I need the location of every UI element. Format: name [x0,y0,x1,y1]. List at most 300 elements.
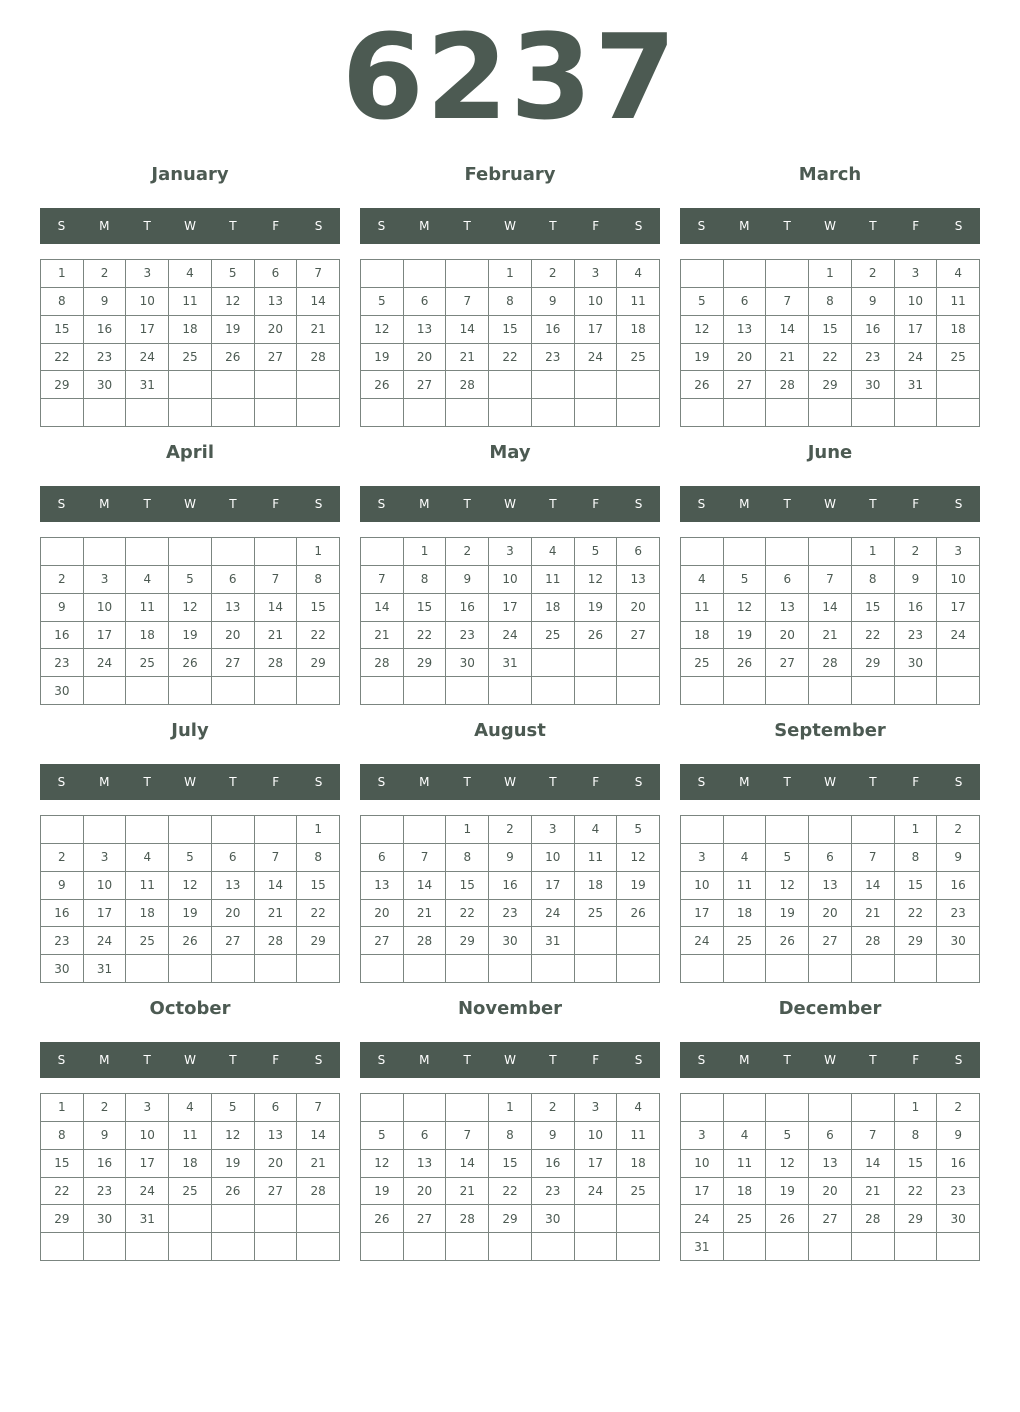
day-cell[interactable]: 10 [84,872,127,900]
day-cell[interactable]: 2 [532,1094,575,1122]
day-cell[interactable]: 11 [937,288,980,316]
day-cell[interactable]: 1 [895,1094,938,1122]
day-cell[interactable]: 19 [361,1178,404,1206]
day-cell[interactable]: 7 [255,566,298,594]
day-cell[interactable]: 15 [895,872,938,900]
day-cell[interactable]: 30 [41,677,84,705]
day-cell[interactable]: 29 [895,1205,938,1233]
day-cell[interactable]: 24 [126,344,169,372]
day-cell[interactable]: 16 [895,594,938,622]
day-cell[interactable]: 24 [84,649,127,677]
day-cell[interactable]: 30 [852,371,895,399]
day-cell[interactable]: 1 [809,260,852,288]
day-cell[interactable]: 28 [404,927,447,955]
day-cell[interactable]: 29 [297,927,340,955]
day-cell[interactable]: 11 [681,594,724,622]
day-cell[interactable]: 3 [126,260,169,288]
day-cell[interactable]: 28 [361,649,404,677]
day-cell[interactable]: 23 [489,900,532,928]
day-cell[interactable]: 12 [212,288,255,316]
day-cell[interactable]: 10 [532,844,575,872]
day-cell[interactable]: 10 [681,872,724,900]
day-cell[interactable]: 1 [852,538,895,566]
day-cell[interactable]: 29 [446,927,489,955]
day-cell[interactable]: 30 [937,1205,980,1233]
day-cell[interactable]: 26 [361,1205,404,1233]
day-cell[interactable]: 7 [297,1094,340,1122]
day-cell[interactable]: 26 [681,371,724,399]
day-cell[interactable]: 5 [766,1122,809,1150]
day-cell[interactable]: 9 [532,1122,575,1150]
day-cell[interactable]: 16 [84,316,127,344]
day-cell[interactable]: 5 [169,844,212,872]
day-cell[interactable]: 22 [404,622,447,650]
day-cell[interactable]: 4 [724,1122,767,1150]
day-cell[interactable]: 2 [84,1094,127,1122]
day-cell[interactable]: 28 [809,649,852,677]
day-cell[interactable]: 6 [404,288,447,316]
day-cell[interactable]: 5 [575,538,618,566]
day-cell[interactable]: 8 [895,844,938,872]
day-cell[interactable]: 7 [255,844,298,872]
day-cell[interactable]: 12 [617,844,660,872]
day-cell[interactable]: 9 [895,566,938,594]
day-cell[interactable]: 16 [532,1150,575,1178]
day-cell[interactable]: 1 [41,260,84,288]
day-cell[interactable]: 25 [724,927,767,955]
day-cell[interactable]: 20 [809,1178,852,1206]
day-cell[interactable]: 5 [724,566,767,594]
day-cell[interactable]: 22 [41,344,84,372]
day-cell[interactable]: 7 [766,288,809,316]
day-cell[interactable]: 16 [41,622,84,650]
day-cell[interactable]: 30 [895,649,938,677]
day-cell[interactable]: 4 [126,566,169,594]
day-cell[interactable]: 17 [681,1178,724,1206]
day-cell[interactable]: 8 [404,566,447,594]
day-cell[interactable]: 21 [446,344,489,372]
day-cell[interactable]: 2 [446,538,489,566]
day-cell[interactable]: 10 [489,566,532,594]
day-cell[interactable]: 24 [681,1205,724,1233]
day-cell[interactable]: 13 [255,1122,298,1150]
day-cell[interactable]: 8 [489,288,532,316]
day-cell[interactable]: 7 [809,566,852,594]
day-cell[interactable]: 27 [361,927,404,955]
day-cell[interactable]: 25 [724,1205,767,1233]
day-cell[interactable]: 31 [126,1205,169,1233]
day-cell[interactable]: 1 [41,1094,84,1122]
day-cell[interactable]: 3 [532,816,575,844]
day-cell[interactable]: 1 [446,816,489,844]
day-cell[interactable]: 13 [404,316,447,344]
day-cell[interactable]: 19 [575,594,618,622]
day-cell[interactable]: 27 [212,649,255,677]
day-cell[interactable]: 25 [126,927,169,955]
day-cell[interactable]: 20 [404,1178,447,1206]
day-cell[interactable]: 18 [617,316,660,344]
day-cell[interactable]: 2 [852,260,895,288]
day-cell[interactable]: 11 [126,594,169,622]
day-cell[interactable]: 12 [766,872,809,900]
day-cell[interactable]: 11 [724,1150,767,1178]
day-cell[interactable]: 16 [937,1150,980,1178]
day-cell[interactable]: 4 [724,844,767,872]
day-cell[interactable]: 31 [126,371,169,399]
day-cell[interactable]: 24 [126,1178,169,1206]
day-cell[interactable]: 8 [489,1122,532,1150]
day-cell[interactable]: 2 [41,566,84,594]
day-cell[interactable]: 26 [766,927,809,955]
day-cell[interactable]: 12 [681,316,724,344]
day-cell[interactable]: 22 [297,900,340,928]
day-cell[interactable]: 6 [212,844,255,872]
day-cell[interactable]: 15 [41,316,84,344]
day-cell[interactable]: 1 [895,816,938,844]
day-cell[interactable]: 16 [41,900,84,928]
day-cell[interactable]: 23 [532,344,575,372]
day-cell[interactable]: 22 [489,344,532,372]
day-cell[interactable]: 21 [297,316,340,344]
day-cell[interactable]: 26 [575,622,618,650]
day-cell[interactable]: 2 [84,260,127,288]
day-cell[interactable]: 3 [84,844,127,872]
day-cell[interactable]: 9 [84,288,127,316]
day-cell[interactable]: 23 [446,622,489,650]
day-cell[interactable]: 7 [446,288,489,316]
day-cell[interactable]: 10 [126,1122,169,1150]
day-cell[interactable]: 11 [126,872,169,900]
day-cell[interactable]: 5 [212,260,255,288]
day-cell[interactable]: 2 [895,538,938,566]
day-cell[interactable]: 4 [126,844,169,872]
day-cell[interactable]: 15 [404,594,447,622]
day-cell[interactable]: 22 [41,1178,84,1206]
day-cell[interactable]: 26 [212,344,255,372]
day-cell[interactable]: 27 [404,371,447,399]
day-cell[interactable]: 18 [126,622,169,650]
day-cell[interactable]: 31 [489,649,532,677]
day-cell[interactable]: 22 [895,900,938,928]
day-cell[interactable]: 11 [617,288,660,316]
day-cell[interactable]: 11 [169,288,212,316]
day-cell[interactable]: 30 [84,371,127,399]
day-cell[interactable]: 24 [84,927,127,955]
day-cell[interactable]: 28 [852,927,895,955]
day-cell[interactable]: 10 [937,566,980,594]
day-cell[interactable]: 16 [852,316,895,344]
day-cell[interactable]: 29 [809,371,852,399]
day-cell[interactable]: 31 [681,1233,724,1261]
day-cell[interactable]: 20 [809,900,852,928]
day-cell[interactable]: 24 [575,344,618,372]
day-cell[interactable]: 10 [575,1122,618,1150]
day-cell[interactable]: 29 [404,649,447,677]
day-cell[interactable]: 4 [681,566,724,594]
day-cell[interactable]: 26 [212,1178,255,1206]
day-cell[interactable]: 6 [255,1094,298,1122]
day-cell[interactable]: 9 [937,844,980,872]
day-cell[interactable]: 30 [532,1205,575,1233]
day-cell[interactable]: 28 [446,371,489,399]
day-cell[interactable]: 24 [489,622,532,650]
day-cell[interactable]: 8 [41,288,84,316]
day-cell[interactable]: 20 [255,316,298,344]
day-cell[interactable]: 7 [446,1122,489,1150]
day-cell[interactable]: 14 [809,594,852,622]
day-cell[interactable]: 23 [532,1178,575,1206]
day-cell[interactable]: 29 [852,649,895,677]
day-cell[interactable]: 18 [617,1150,660,1178]
day-cell[interactable]: 13 [617,566,660,594]
day-cell[interactable]: 10 [126,288,169,316]
day-cell[interactable]: 7 [404,844,447,872]
day-cell[interactable]: 30 [41,955,84,983]
day-cell[interactable]: 15 [446,872,489,900]
day-cell[interactable]: 19 [766,1178,809,1206]
day-cell[interactable]: 8 [446,844,489,872]
day-cell[interactable]: 15 [41,1150,84,1178]
day-cell[interactable]: 12 [169,594,212,622]
day-cell[interactable]: 9 [489,844,532,872]
day-cell[interactable]: 19 [361,344,404,372]
day-cell[interactable]: 6 [404,1122,447,1150]
day-cell[interactable]: 7 [852,844,895,872]
day-cell[interactable]: 22 [895,1178,938,1206]
day-cell[interactable]: 18 [532,594,575,622]
day-cell[interactable]: 13 [766,594,809,622]
day-cell[interactable]: 8 [297,566,340,594]
day-cell[interactable]: 9 [937,1122,980,1150]
day-cell[interactable]: 31 [84,955,127,983]
day-cell[interactable]: 14 [446,316,489,344]
day-cell[interactable]: 24 [895,344,938,372]
day-cell[interactable]: 28 [255,649,298,677]
day-cell[interactable]: 14 [361,594,404,622]
day-cell[interactable]: 9 [532,288,575,316]
day-cell[interactable]: 25 [575,900,618,928]
day-cell[interactable]: 26 [169,649,212,677]
day-cell[interactable]: 26 [766,1205,809,1233]
day-cell[interactable]: 22 [446,900,489,928]
day-cell[interactable]: 9 [41,872,84,900]
day-cell[interactable]: 29 [41,1205,84,1233]
day-cell[interactable]: 6 [809,1122,852,1150]
day-cell[interactable]: 4 [532,538,575,566]
day-cell[interactable]: 6 [766,566,809,594]
day-cell[interactable]: 16 [937,872,980,900]
day-cell[interactable]: 23 [895,622,938,650]
day-cell[interactable]: 23 [41,649,84,677]
day-cell[interactable]: 15 [297,872,340,900]
day-cell[interactable]: 21 [404,900,447,928]
day-cell[interactable]: 6 [361,844,404,872]
day-cell[interactable]: 21 [255,900,298,928]
day-cell[interactable]: 7 [852,1122,895,1150]
day-cell[interactable]: 17 [937,594,980,622]
day-cell[interactable]: 15 [297,594,340,622]
day-cell[interactable]: 17 [126,316,169,344]
day-cell[interactable]: 20 [255,1150,298,1178]
day-cell[interactable]: 15 [489,1150,532,1178]
day-cell[interactable]: 25 [937,344,980,372]
day-cell[interactable]: 6 [724,288,767,316]
day-cell[interactable]: 18 [126,900,169,928]
day-cell[interactable]: 17 [575,1150,618,1178]
day-cell[interactable]: 27 [724,371,767,399]
day-cell[interactable]: 13 [809,1150,852,1178]
day-cell[interactable]: 25 [681,649,724,677]
day-cell[interactable]: 31 [895,371,938,399]
day-cell[interactable]: 17 [84,622,127,650]
day-cell[interactable]: 13 [809,872,852,900]
day-cell[interactable]: 5 [617,816,660,844]
day-cell[interactable]: 16 [532,316,575,344]
day-cell[interactable]: 13 [404,1150,447,1178]
day-cell[interactable]: 27 [809,1205,852,1233]
day-cell[interactable]: 18 [724,1178,767,1206]
day-cell[interactable]: 27 [255,1178,298,1206]
day-cell[interactable]: 18 [937,316,980,344]
day-cell[interactable]: 6 [255,260,298,288]
day-cell[interactable]: 3 [575,260,618,288]
day-cell[interactable]: 14 [852,1150,895,1178]
day-cell[interactable]: 20 [724,344,767,372]
day-cell[interactable]: 21 [809,622,852,650]
day-cell[interactable]: 23 [84,1178,127,1206]
day-cell[interactable]: 7 [297,260,340,288]
day-cell[interactable]: 17 [681,900,724,928]
day-cell[interactable]: 14 [255,594,298,622]
day-cell[interactable]: 7 [361,566,404,594]
day-cell[interactable]: 15 [489,316,532,344]
day-cell[interactable]: 4 [575,816,618,844]
day-cell[interactable]: 21 [766,344,809,372]
day-cell[interactable]: 28 [852,1205,895,1233]
day-cell[interactable]: 14 [446,1150,489,1178]
day-cell[interactable]: 3 [575,1094,618,1122]
day-cell[interactable]: 19 [169,622,212,650]
day-cell[interactable]: 5 [361,288,404,316]
day-cell[interactable]: 20 [617,594,660,622]
day-cell[interactable]: 30 [446,649,489,677]
day-cell[interactable]: 26 [169,927,212,955]
day-cell[interactable]: 11 [575,844,618,872]
day-cell[interactable]: 13 [212,594,255,622]
day-cell[interactable]: 23 [41,927,84,955]
day-cell[interactable]: 17 [126,1150,169,1178]
day-cell[interactable]: 26 [617,900,660,928]
day-cell[interactable]: 5 [681,288,724,316]
day-cell[interactable]: 19 [212,316,255,344]
day-cell[interactable]: 14 [404,872,447,900]
day-cell[interactable]: 15 [852,594,895,622]
day-cell[interactable]: 18 [169,1150,212,1178]
day-cell[interactable]: 13 [724,316,767,344]
day-cell[interactable]: 1 [489,260,532,288]
day-cell[interactable]: 4 [617,260,660,288]
day-cell[interactable]: 3 [489,538,532,566]
day-cell[interactable]: 3 [681,844,724,872]
day-cell[interactable]: 20 [404,344,447,372]
day-cell[interactable]: 13 [361,872,404,900]
day-cell[interactable]: 3 [895,260,938,288]
day-cell[interactable]: 9 [84,1122,127,1150]
day-cell[interactable]: 28 [766,371,809,399]
day-cell[interactable]: 25 [532,622,575,650]
day-cell[interactable]: 18 [169,316,212,344]
day-cell[interactable]: 29 [297,649,340,677]
day-cell[interactable]: 17 [895,316,938,344]
day-cell[interactable]: 28 [297,344,340,372]
day-cell[interactable]: 3 [126,1094,169,1122]
day-cell[interactable]: 8 [41,1122,84,1150]
day-cell[interactable]: 30 [84,1205,127,1233]
day-cell[interactable]: 19 [724,622,767,650]
day-cell[interactable]: 18 [681,622,724,650]
day-cell[interactable]: 22 [809,344,852,372]
day-cell[interactable]: 17 [489,594,532,622]
day-cell[interactable]: 9 [852,288,895,316]
day-cell[interactable]: 30 [489,927,532,955]
day-cell[interactable]: 4 [169,1094,212,1122]
day-cell[interactable]: 10 [681,1150,724,1178]
day-cell[interactable]: 20 [361,900,404,928]
day-cell[interactable]: 10 [84,594,127,622]
day-cell[interactable]: 2 [489,816,532,844]
day-cell[interactable]: 22 [852,622,895,650]
day-cell[interactable]: 3 [937,538,980,566]
day-cell[interactable]: 23 [937,900,980,928]
day-cell[interactable]: 25 [617,1178,660,1206]
day-cell[interactable]: 10 [575,288,618,316]
day-cell[interactable]: 21 [297,1150,340,1178]
day-cell[interactable]: 24 [575,1178,618,1206]
day-cell[interactable]: 28 [446,1205,489,1233]
day-cell[interactable]: 24 [937,622,980,650]
day-cell[interactable]: 3 [84,566,127,594]
day-cell[interactable]: 19 [212,1150,255,1178]
day-cell[interactable]: 5 [212,1094,255,1122]
day-cell[interactable]: 1 [297,816,340,844]
day-cell[interactable]: 13 [255,288,298,316]
day-cell[interactable]: 2 [937,1094,980,1122]
day-cell[interactable]: 23 [937,1178,980,1206]
day-cell[interactable]: 27 [212,927,255,955]
day-cell[interactable]: 25 [169,1178,212,1206]
day-cell[interactable]: 17 [84,900,127,928]
day-cell[interactable]: 5 [169,566,212,594]
day-cell[interactable]: 13 [212,872,255,900]
day-cell[interactable]: 2 [41,844,84,872]
day-cell[interactable]: 21 [361,622,404,650]
day-cell[interactable]: 11 [169,1122,212,1150]
day-cell[interactable]: 11 [617,1122,660,1150]
day-cell[interactable]: 30 [937,927,980,955]
day-cell[interactable]: 24 [681,927,724,955]
day-cell[interactable]: 19 [681,344,724,372]
day-cell[interactable]: 27 [617,622,660,650]
day-cell[interactable]: 4 [937,260,980,288]
day-cell[interactable]: 5 [361,1122,404,1150]
day-cell[interactable]: 12 [169,872,212,900]
day-cell[interactable]: 28 [255,927,298,955]
day-cell[interactable]: 15 [895,1150,938,1178]
day-cell[interactable]: 14 [297,288,340,316]
day-cell[interactable]: 28 [297,1178,340,1206]
day-cell[interactable]: 23 [84,344,127,372]
day-cell[interactable]: 14 [297,1122,340,1150]
